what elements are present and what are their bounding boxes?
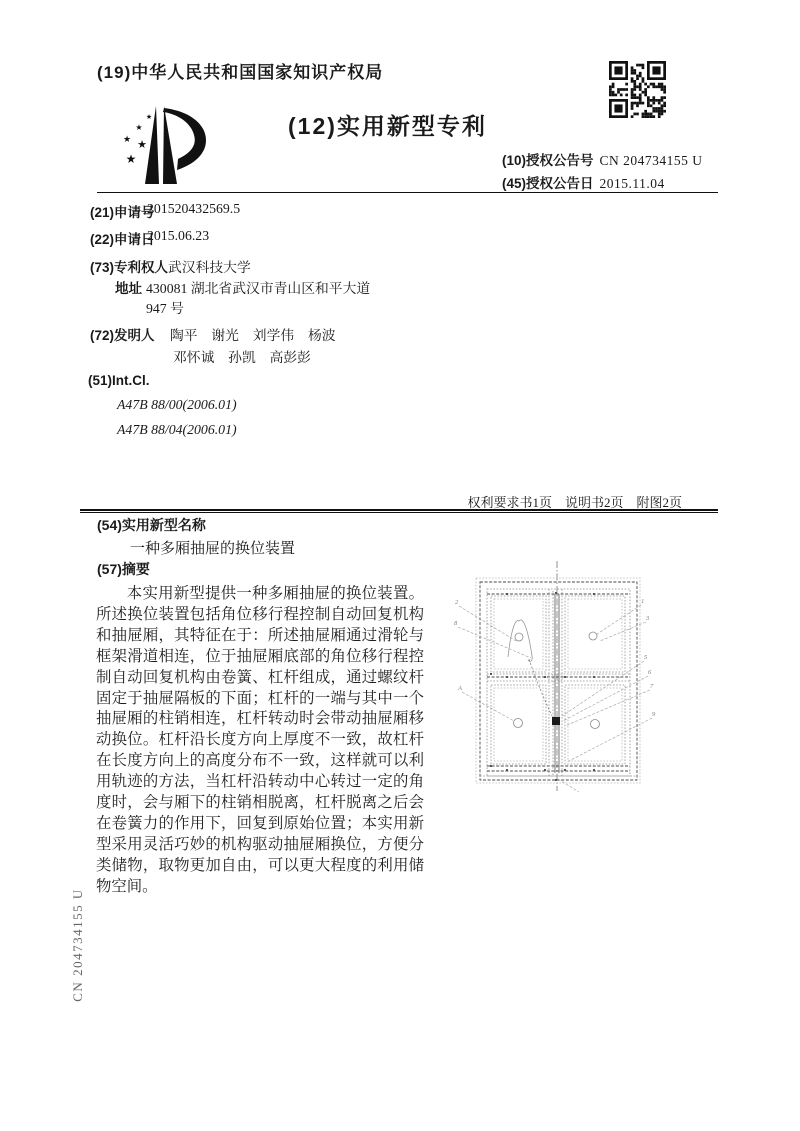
drawer-boxes — [491, 596, 625, 764]
svg-text:3: 3 — [646, 615, 650, 622]
lever-mechanism — [508, 620, 552, 716]
inventors-value-2: 邓怀诚 孙凯 高彭彭 — [173, 350, 311, 365]
svg-text:8: 8 — [454, 620, 458, 627]
pulley-circles — [514, 632, 600, 729]
svg-text:2: 2 — [455, 599, 459, 606]
pub-number-value: CN 204734155 U — [599, 153, 703, 168]
address-value-2: 947 号 — [146, 301, 184, 316]
publication-number-row — [502, 149, 703, 169]
address-label: 地址 — [115, 281, 142, 296]
application-number-label: (21)申请号 — [90, 205, 155, 220]
doc-type-title: (12)实用新型专利 — [288, 113, 487, 139]
abstract-figure — [445, 555, 670, 800]
svg-text:5: 5 — [644, 654, 648, 661]
pub-date-label: (45)授权公告日 — [502, 176, 594, 191]
int-cl-entry-1: A47B 88/00(2006.01) — [117, 397, 237, 412]
pub-number-label: (10)授权公告号 — [502, 153, 594, 168]
int-cl-label: (51)Int.Cl. — [88, 373, 150, 388]
inventors-label: (72)发明人 — [90, 328, 155, 343]
abstract-text: 本实用新型提供一种多厢抽屉的换位装置。所述换位装置包括角位移行程控制自动回复机构和抽屉厢，其特征在于：所述抽屉厢通过滑轮与框架滑道相连，位于抽屉厢底部的角位移行程控制自动回复机构由卷簧、杠杆组成，通过螺纹杆固定于抽屉隔板的下面；杠杆的一端与其中一个抽屉厢的柱销相连，杠杆转动时会带动抽屉厢移动换位。杠杆沿长度方向上厚度不一致，故杠杆在长度方向上的高度分布不一致，这样就可以利用轨迹的方法，当杠杆沿转动中心转过一定的角度时，会与厢下的柱销相脱离，杠杆脱离之后会在卷簧力的作用下，回复到原始位置；本实用新型采用灵活巧妙的机构驱动抽屉厢换位，方便分类储物，取物更加自由，可以更大程度的利用储物空间。 — [96, 585, 424, 895]
pages-note: 权利要求书1页 说明书2页 附图2页 — [467, 495, 682, 510]
abstract-section-label: (57)摘要 — [97, 561, 150, 577]
svg-text:9: 9 — [652, 711, 656, 718]
address-value: 430081 湖北省武汉市青山区和平大道 — [146, 281, 371, 296]
int-cl-entry-2: A47B 88/04(2006.01) — [117, 422, 237, 437]
pivot-square — [552, 717, 560, 725]
pub-date-value: 2015.11.04 — [599, 176, 665, 191]
application-date-label: (22)申请日 — [90, 232, 155, 247]
qr-code — [609, 61, 666, 118]
section-divider — [80, 509, 718, 513]
svg-text:7: 7 — [650, 683, 654, 690]
header-divider — [97, 192, 718, 193]
star-icon: ★ — [145, 113, 153, 121]
star-icon: ★ — [135, 123, 143, 132]
invention-title: 一种多厢抽屉的换位装置 — [130, 541, 296, 557]
side-publication-code: CN 204734155 U — [70, 888, 85, 1002]
cnipa-logo-icon — [112, 100, 222, 192]
patentee-value: 武汉科技大学 — [168, 260, 251, 275]
publication-date-row — [502, 172, 665, 192]
svg-text:A: A — [458, 685, 462, 692]
rail-ticks — [490, 592, 595, 781]
star-icon: ★ — [125, 152, 137, 166]
svg-text:1: 1 — [641, 598, 645, 605]
star-icon: ★ — [137, 139, 147, 151]
svg-text:6: 6 — [648, 669, 652, 676]
office-name: (19)中华人民共和国国家知识产权局 — [97, 63, 384, 82]
application-date-value: 2015.06.23 — [147, 228, 210, 243]
star-icon: ★ — [122, 134, 132, 144]
application-number-value: 201520432569.5 — [147, 201, 241, 216]
title-section-label: (54)实用新型名称 — [97, 517, 206, 533]
inventors-value: 陶平 谢光 刘学伟 杨波 — [170, 328, 336, 343]
patentee-label: (73)专利权人 — [90, 260, 169, 275]
